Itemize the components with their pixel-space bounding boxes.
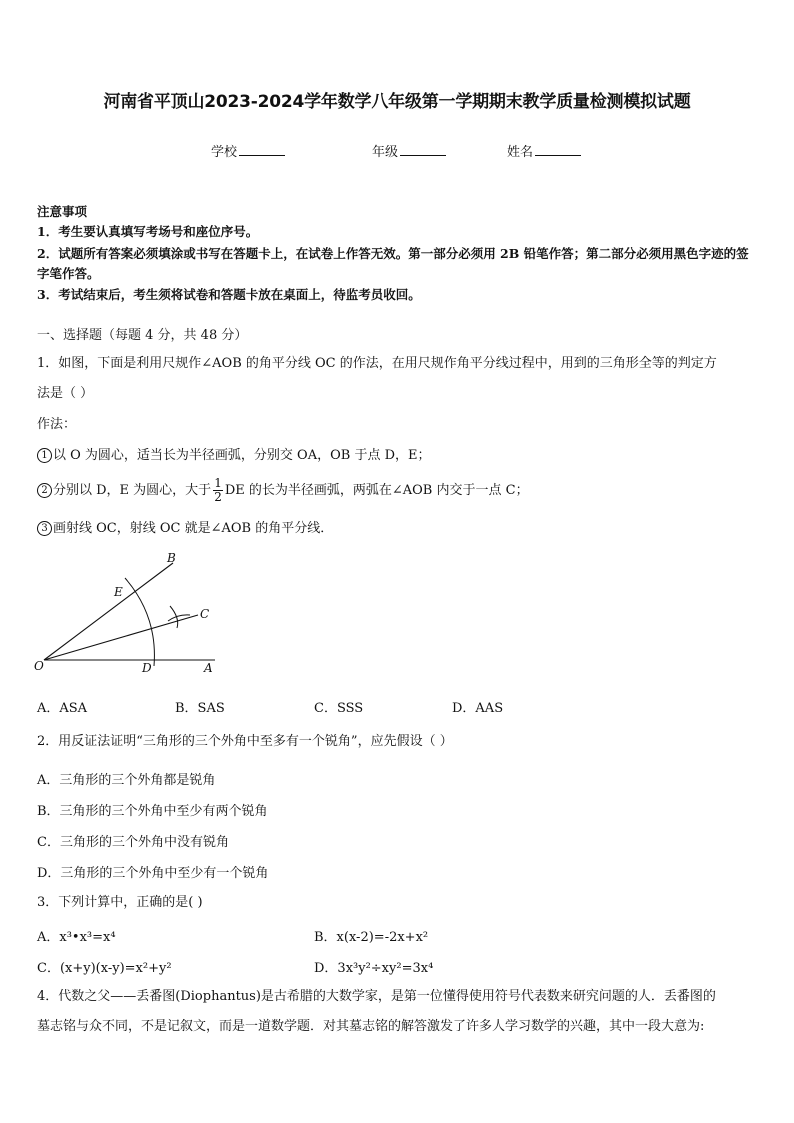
grade-field[interactable] — [372, 141, 446, 160]
step1-number-badge: 1 — [37, 448, 52, 463]
q2-option-b[interactable]: B．三角形的三个外角中至少有两个锐角 — [37, 804, 268, 819]
q1-option-b[interactable]: B．SAS — [175, 701, 225, 716]
note-item-1: 1．考生要认真填写考场号和座位序号。 — [37, 224, 259, 239]
q1-option-c[interactable]: C．SSS — [314, 701, 364, 716]
school-field[interactable] — [211, 141, 285, 160]
step3-number-badge: 3 — [37, 521, 52, 536]
note-item-3: 3．考试结束后，考生须将试卷和答题卡放在桌面上，待监考员收回。 — [37, 287, 421, 302]
q1-step1-text: 以 O 为圆心，适当长为半径画弧，分别交 OA，OB 于点 D，E； — [53, 448, 431, 463]
q1-step3-text: 画射线 OC，射线 OC 就是∠AOB 的角平分线． — [53, 521, 334, 536]
q1-stem-line1: 1．如图，下面是利用尺规作∠AOB 的角平分线 OC 的作法，在用尺规作角平分线过程中，用到的三角形全等的判定方 — [37, 356, 717, 371]
q1-step2-text-b: DE 的长为半径画弧，两弧在∠AOB 内交于一点 C； — [224, 483, 529, 498]
label-a: A — [204, 661, 213, 675]
q3-option-d[interactable]: D．3x³y²÷xy²=3x⁴ — [314, 961, 434, 976]
q2-option-d[interactable]: D．三角形的三个外角中至少有一个锐角 — [37, 866, 269, 881]
label-o: O — [34, 659, 44, 673]
q1-method-label: 作法： — [37, 417, 77, 432]
q3-stem: 3．下列计算中，正确的是( ) — [37, 895, 203, 910]
note-item-2: 2．试题所有答案必须填涂或书写在答题卡上，在试卷上作答无效。第一部分必须用 2B 铅笔作答；第二部分必须用黑色字迹的签字笔作答。 — [37, 246, 749, 281]
q3-option-c[interactable]: C．(x+y)(x-y)=x²+y² — [37, 961, 172, 976]
fraction-denominator: 2 — [214, 490, 222, 504]
notes-heading: 注意事项 — [37, 204, 88, 219]
step2-number-badge: 2 — [37, 483, 52, 498]
q1-option-a[interactable]: A．ASA — [37, 701, 88, 716]
school-label: 学校 — [211, 145, 238, 160]
grade-label: 年级 — [372, 145, 399, 160]
name-label: 姓名 — [507, 145, 534, 160]
name-blank[interactable] — [535, 143, 581, 156]
q1-step2-text-a: 分别以 D，E 为圆心，大于 — [53, 483, 212, 498]
q2-option-a[interactable]: A．三角形的三个外角都是锐角 — [37, 773, 216, 788]
fraction-numerator: 1 — [214, 476, 222, 490]
section-heading: 一、选择题（每题 4 分，共 48 分） — [37, 328, 248, 343]
q3-option-a[interactable]: A．x³•x³=x⁴ — [37, 930, 116, 945]
q1-option-d[interactable]: D．AAS — [452, 701, 504, 716]
name-field[interactable] — [507, 141, 581, 160]
grade-blank[interactable] — [400, 143, 446, 156]
label-b: B — [167, 551, 176, 565]
q1-step3 — [37, 520, 333, 538]
label-e: E — [114, 585, 123, 599]
q4-line1: 4．代数之父——丢番图(Diophantus)是古希腊的大数学家，是第一位懂得使用符号代表数来研究问题的人．丢番图的 — [37, 989, 716, 1004]
q1-step2 — [37, 476, 529, 506]
label-d: D — [142, 661, 152, 675]
half-fraction — [213, 477, 223, 504]
q1-step1 — [37, 447, 431, 465]
q2-option-c[interactable]: C．三角形的三个外角中没有锐角 — [37, 835, 229, 850]
q1-stem-line2: 法是（ ） — [37, 386, 94, 401]
angle-bisector-figure — [30, 548, 230, 678]
student-info-fields — [0, 141, 794, 161]
arc-de — [125, 578, 154, 666]
q3-option-b[interactable]: B．x(x-2)=-2x+x² — [314, 930, 429, 945]
school-blank[interactable] — [239, 143, 285, 156]
exam-title: 河南省平顶山2023-2024学年数学八年级第一学期期末教学质量检测模拟试题 — [103, 92, 691, 112]
label-c: C — [200, 607, 210, 621]
ray-oc — [44, 615, 198, 660]
q2-stem: 2．用反证法证明“三角形的三个外角中至多有一个锐角”，应先假设（ ） — [37, 734, 453, 749]
q4-line2: 墓志铭与众不同，不是记叙文，而是一道数学题．对其墓志铭的解答激发了许多人学习数学的兴趣，其中一段大意为: — [37, 1019, 705, 1034]
